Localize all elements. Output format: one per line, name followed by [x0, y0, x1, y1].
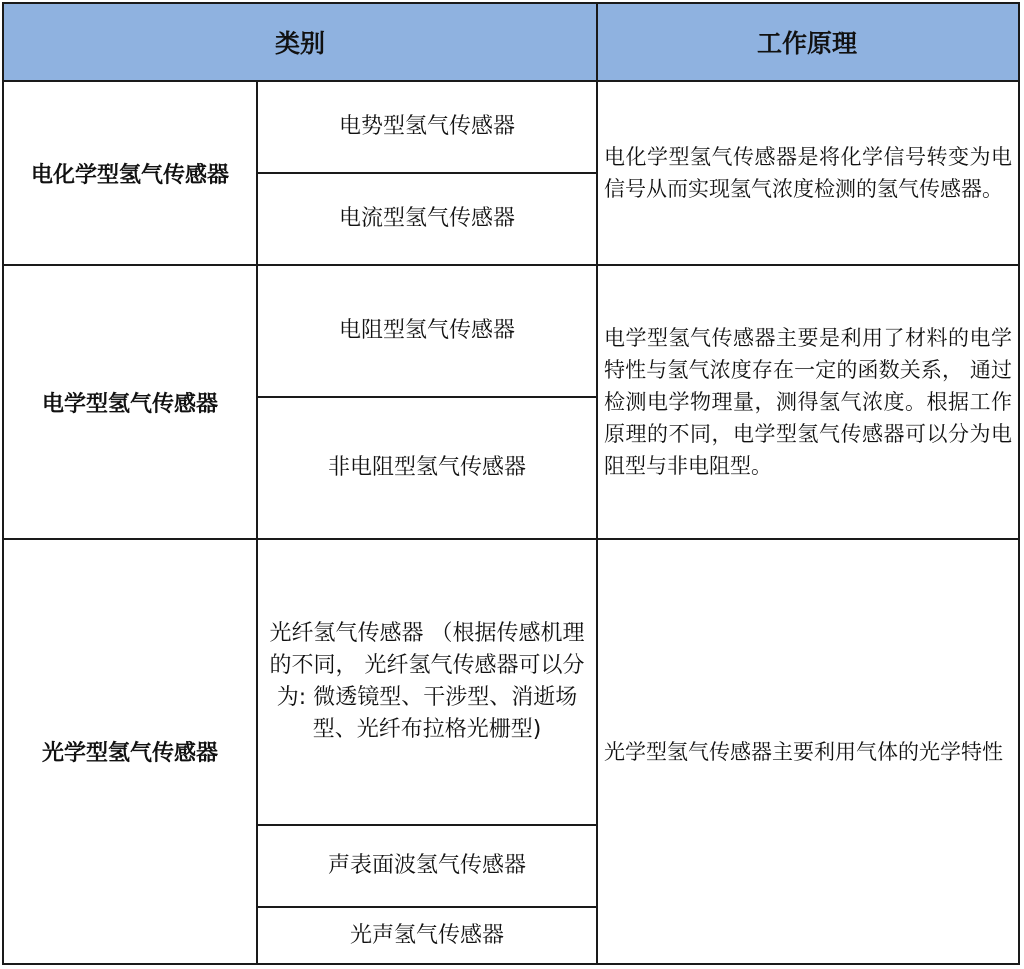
header-category: 类别 [4, 4, 596, 80]
divider [256, 824, 596, 826]
subtype-amperometric: 电流型氢气传感器 [338, 206, 515, 231]
divider [256, 172, 596, 174]
divider [256, 906, 596, 908]
subtype-photoacoustic: 光声氢气传感器 [349, 922, 504, 948]
category-electrochemical: 电化学型氢气传感器 [30, 162, 229, 188]
subtype-surface-acoustic-wave: 声表面波氢气传感器 [327, 853, 526, 878]
category-electrical: 电学型氢气传感器 [41, 391, 218, 417]
divider [596, 4, 598, 963]
category-optical: 光学型氢气传感器 [41, 741, 218, 766]
subtype-fiber-optic: 光纤氢气传感器 （根据传感机理的不同， 光纤氢气传感器可以分为: 微透镜型、干涉型、消逝场型、光纤布拉格光栅型) [269, 621, 585, 742]
divider [4, 264, 1018, 266]
divider [256, 82, 258, 963]
subtype-resistive: 电阻型氢气传感器 [338, 318, 515, 343]
divider [4, 80, 1018, 82]
header-principle: 工作原理 [596, 4, 1018, 80]
subtype-non-resistive: 非电阻型氢气传感器 [327, 455, 526, 480]
principle-optical: 光学型氢气传感器主要利用气体的光学特性 [604, 739, 1003, 764]
principle-electrical: 电学型氢气传感器主要是利用了材料的电学特性与氢气浓度存在一定的函数关系， 通过检测电学物理量，测得氢气浓度。根据工作原理的不同，电学型氢气传感器可以分为电阻型与非电阻型。 [604, 326, 1012, 478]
divider [4, 538, 1018, 540]
divider [256, 396, 596, 398]
principle-electrochemical: 电化学型氢气传感器是将化学信号转变为电信号从而实现氢气浓度检测的氢气传感器。 [604, 145, 1012, 201]
classification-table [2, 2, 1020, 965]
subtype-potentiometric: 电势型氢气传感器 [338, 114, 515, 139]
